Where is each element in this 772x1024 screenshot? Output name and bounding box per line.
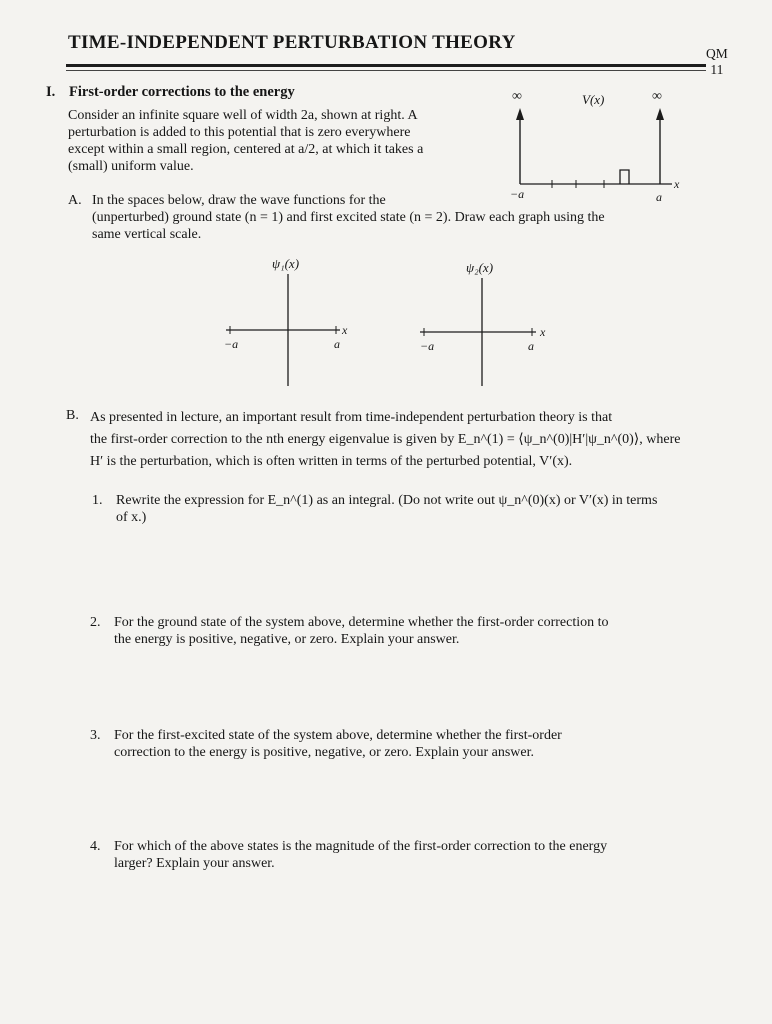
part-a-line-3: same vertical scale. bbox=[92, 227, 202, 242]
part-b-text bbox=[90, 407, 690, 473]
right-wall-arrow bbox=[656, 108, 664, 120]
title-rule bbox=[66, 64, 706, 67]
graph-psi1-tick-minus-a: −a bbox=[224, 337, 239, 351]
question-2-line-2: the energy is positive, negative, or zero. Explain your answer. bbox=[114, 632, 460, 647]
part-b-line-3: H′ is the perturbation, which is often written in terms of the perturbed potential, V′(x). bbox=[90, 454, 573, 469]
perturbation-bump bbox=[620, 170, 629, 184]
question-1-text bbox=[116, 492, 696, 526]
part-a-line-2: (unperturbed) ground state (n = 1) and first excited state (n = 2). Draw each graph using the bbox=[92, 210, 605, 225]
question-3-number: 3. bbox=[90, 728, 101, 743]
question-4-line-2: larger? Explain your answer. bbox=[114, 856, 275, 871]
intro-line-4: (small) uniform value. bbox=[68, 159, 194, 174]
left-wall-arrow bbox=[516, 108, 524, 120]
question-3-text bbox=[114, 727, 694, 761]
graph-psi1-x-label: x bbox=[342, 323, 348, 337]
intro-line-3: except within a small region, centered at a/2, at which it takes a bbox=[68, 142, 424, 157]
question-2-line-1: For the ground state of the system above, determine whether the first-order correction to bbox=[114, 615, 609, 630]
graph-psi2 bbox=[404, 252, 554, 392]
question-3-line-1: For the first-excited state of the system above, determine whether the first-order bbox=[114, 728, 562, 743]
part-b-label: B. bbox=[66, 408, 79, 423]
question-3-line-2: correction to the energy is positive, negative, or zero. Explain your answer. bbox=[114, 745, 534, 760]
intro-line-1: Consider an infinite square well of width 2a, shown at right. A bbox=[68, 108, 418, 123]
graph-psi1-y-label: ψ₁(x) bbox=[272, 256, 300, 271]
question-1-line-2: of x.) bbox=[116, 510, 147, 525]
infinity-right-label: ∞ bbox=[652, 89, 662, 104]
part-b-line-1: As presented in lecture, an important result from time-independent perturbation theory is that bbox=[90, 410, 613, 425]
section-intro bbox=[68, 107, 488, 175]
page-code-series: QM bbox=[706, 46, 728, 61]
part-a-label: A. bbox=[68, 193, 82, 208]
part-b-line-2: the first-order correction to the nth energy eigenvalue is given by E_n^(1) = ⟨ψ_n^(0)|H′|ψ_n^(0)⟩, where bbox=[90, 432, 681, 447]
question-2-text bbox=[114, 614, 694, 648]
question-1-number: 1. bbox=[92, 493, 103, 508]
title-rule-thin bbox=[66, 70, 706, 71]
question-4-text bbox=[114, 838, 694, 872]
infinity-left-label: ∞ bbox=[512, 89, 522, 104]
well-tick-a: a bbox=[656, 190, 662, 204]
well-x-label: x bbox=[674, 177, 680, 191]
graph-psi2-tick-a: a bbox=[528, 339, 534, 353]
well-tick-minus-a: −a bbox=[510, 187, 525, 201]
part-a-text bbox=[92, 192, 692, 243]
potential-axis-label: V(x) bbox=[582, 92, 605, 107]
question-4-line-1: For which of the above states is the magnitude of the first-order correction to the energy bbox=[114, 839, 608, 854]
question-2-number: 2. bbox=[90, 615, 101, 630]
page-code bbox=[706, 46, 728, 78]
question-1-line-1: Rewrite the expression for E_n^(1) as an integral. (Do not write out ψ_n^(0)(x) or V′(x) in terms bbox=[116, 493, 658, 508]
graph-psi2-x-label: x bbox=[540, 325, 546, 339]
graph-psi1 bbox=[210, 252, 360, 392]
part-a-line-1: In the spaces below, draw the wave functions for the bbox=[92, 193, 386, 208]
page-code-number: 11 bbox=[710, 62, 724, 77]
section-heading: First-order corrections to the energy bbox=[69, 84, 295, 100]
graph-psi2-y-label: ψ₂(x) bbox=[466, 260, 494, 275]
intro-line-2: perturbation is added to this potential that is zero everywhere bbox=[68, 125, 411, 140]
graph-psi1-tick-a: a bbox=[334, 337, 340, 351]
graph-psi2-tick-minus-a: −a bbox=[420, 339, 435, 353]
page-title: TIME-INDEPENDENT PERTURBATION THEORY bbox=[68, 32, 516, 53]
potential-well-figure bbox=[498, 84, 698, 208]
section-number: I. bbox=[46, 84, 56, 100]
question-4-number: 4. bbox=[90, 839, 101, 854]
